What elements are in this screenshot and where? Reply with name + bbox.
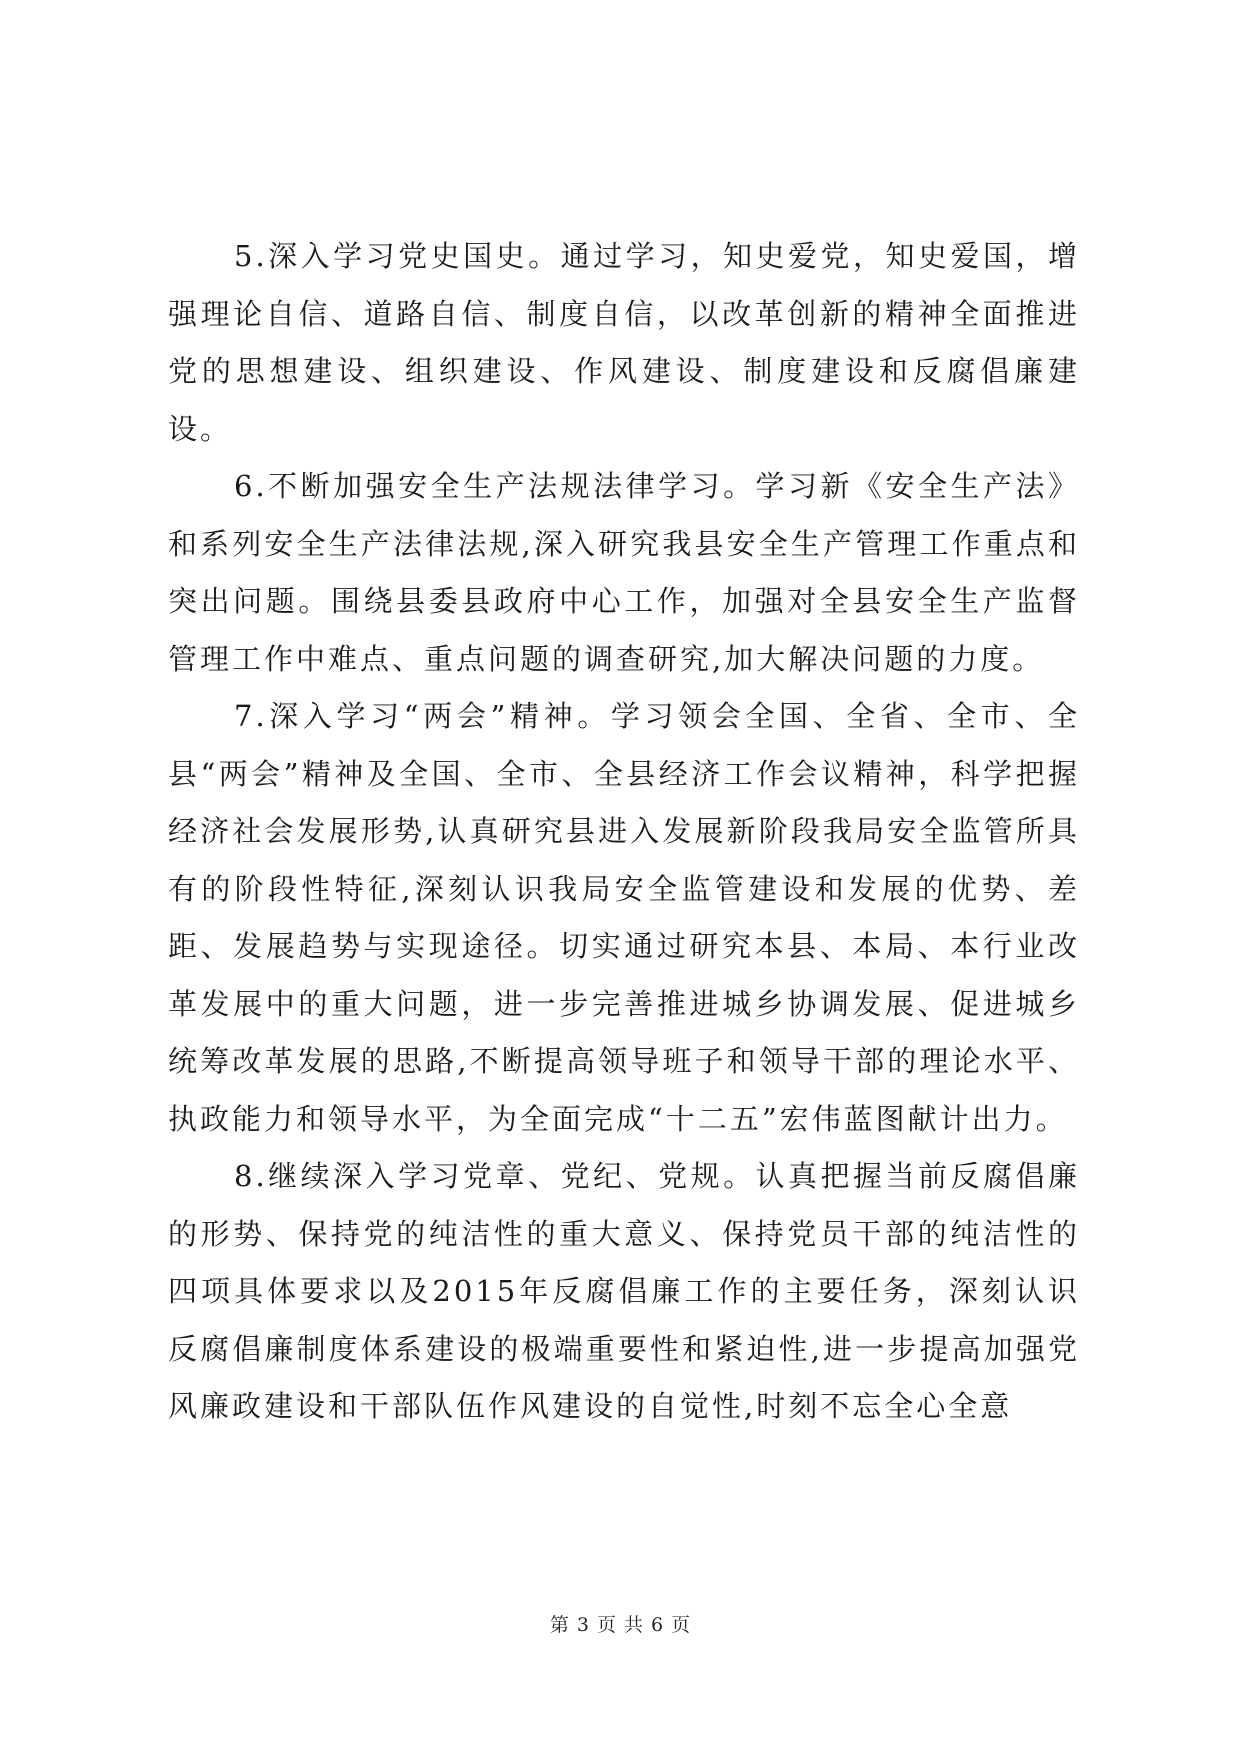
paragraph-7: 7.深入学习“两会”精神。学习领会全国、全省、全市、全县“两会”精神及全国、全市、全县经济工作会议精神，科学把握经济社会发展形势,认真研究县进入发展新阶段我局安全监管所具有的阶段性特征,深刻认识我局安全监管建设和发展的优势、差距、发展趋势与实现途径。切实通过研究本县、本局、本行业改革发展中的重大问题，进一步完善推进城乡协调发展、促进城乡统筹改革发展的思路,不断提高领导班子和领导干部的理论水平、执政能力和领导水平，为全面完成“十二五”宏伟蓝图献计出力。	[168, 699, 1080, 1136]
body-text	[168, 228, 1080, 1436]
paragraph-8: 8.继续深入学习党章、党纪、党规。认真把握当前反腐倡廉的形势、保持党的纯洁性的重大意义、保持党员干部的纯洁性的四项具体要求以及2015年反腐倡廉工作的主要任务，深刻认识反腐倡廉制度体系建设的极端重要性和紧迫性,进一步提高加强党风廉政建设和干部队伍作风建设的自觉性,时刻不忘全心全意	[168, 1159, 1080, 1423]
paragraph-5: 5.深入学习党史国史。通过学习，知史爱党，知史爱国，增强理论自信、道路自信、制度自信，以改革创新的精神全面推进党的思想建设、组织建设、作风建设、制度建设和反腐倡廉建设。	[168, 239, 1080, 446]
paragraph-6: 6.不断加强安全生产法规法律学习。学习新《安全生产法》和系列安全生产法律法规,深入研究我县安全生产管理工作重点和突出问题。围绕县委县政府中心工作，加强对全县安全生产监督管理工作中难点、重点问题的调查研究,加大解决问题的力度。	[168, 469, 1080, 676]
page-number-footer: 第 3 页 共 6 页	[549, 1614, 692, 1636]
